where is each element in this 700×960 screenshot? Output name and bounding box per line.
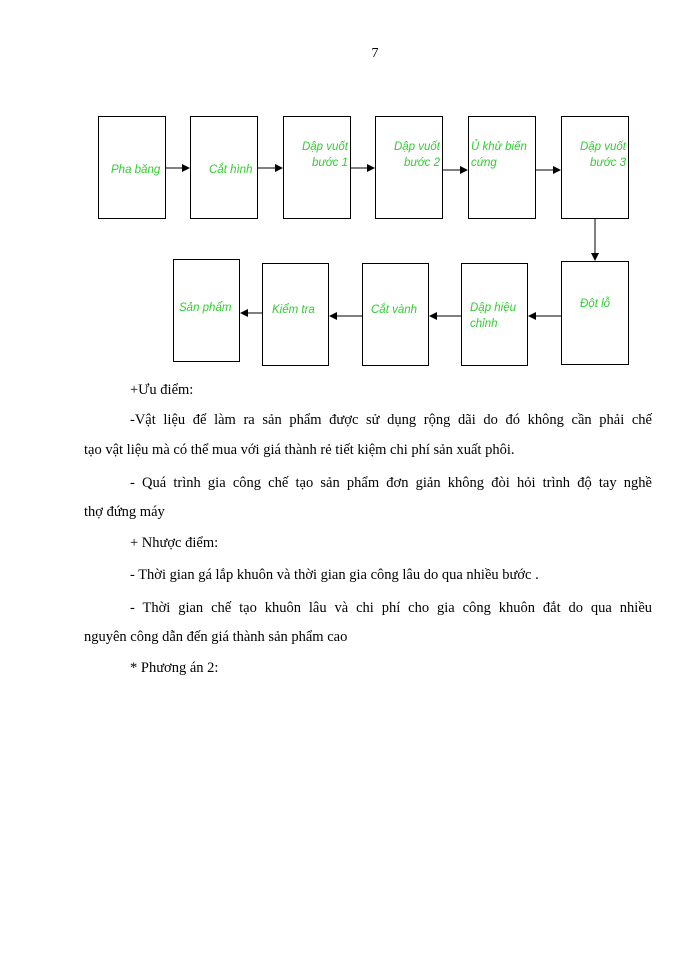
flow-step-label: Sản phẩm [179,302,232,314]
flow-step-label: Dập vuốt bước 1 [301,141,348,169]
advantage-2-line-1: - Quá trình gia công chế tạo sản phẩm đơn giản không đòi hỏi trình độ tay nghề [130,475,652,491]
flow-step-label: Đột lỗ [580,298,611,310]
flow-step-label: Dập vuốt bước 2 [393,141,440,169]
option-2-heading: * Phương án 2: [130,660,219,676]
page-number: 7 [371,46,379,61]
disadvantage-2-line-1: - Thời gian chế tạo khuôn lâu và chi phí cho gia công khuôn đắt do qua nhiều [130,600,652,616]
flow-step-label: Dập hiệu chỉnh [470,302,517,330]
advantage-2-line-2: thợ đứng máy [84,504,165,520]
flow-step-label: Dập vuốt bước 3 [579,141,626,169]
disadvantage-1: - Thời gian gá lắp khuôn và thời gian gia công lâu do qua nhiều bước . [130,567,539,583]
advantage-1-line-2: tạo vật liệu mà có thể mua với giá thành rẻ tiết kiệm chi phí sản xuất phôi. [84,442,515,458]
flow-step-label: Cắt vành [371,304,418,316]
flow-step-label: Cắt hình [209,164,253,176]
flow-step-label: Pha băng [111,164,161,176]
advantage-1-line-1: -Vật liệu để làm ra sản phẩm được sử dụng rộng dãi do đó không cần phải chế [130,412,652,428]
disadvantages-heading: + Nhược điểm: [130,535,219,551]
flow-step-label: Ủ khử biến cứng [471,141,527,169]
flow-step-label: Kiểm tra [272,304,315,316]
advantages-heading: +Ưu điểm: [130,382,194,398]
disadvantage-2-line-2: nguyên công dẫn đến giá thành sản phẩm cao [84,629,348,645]
